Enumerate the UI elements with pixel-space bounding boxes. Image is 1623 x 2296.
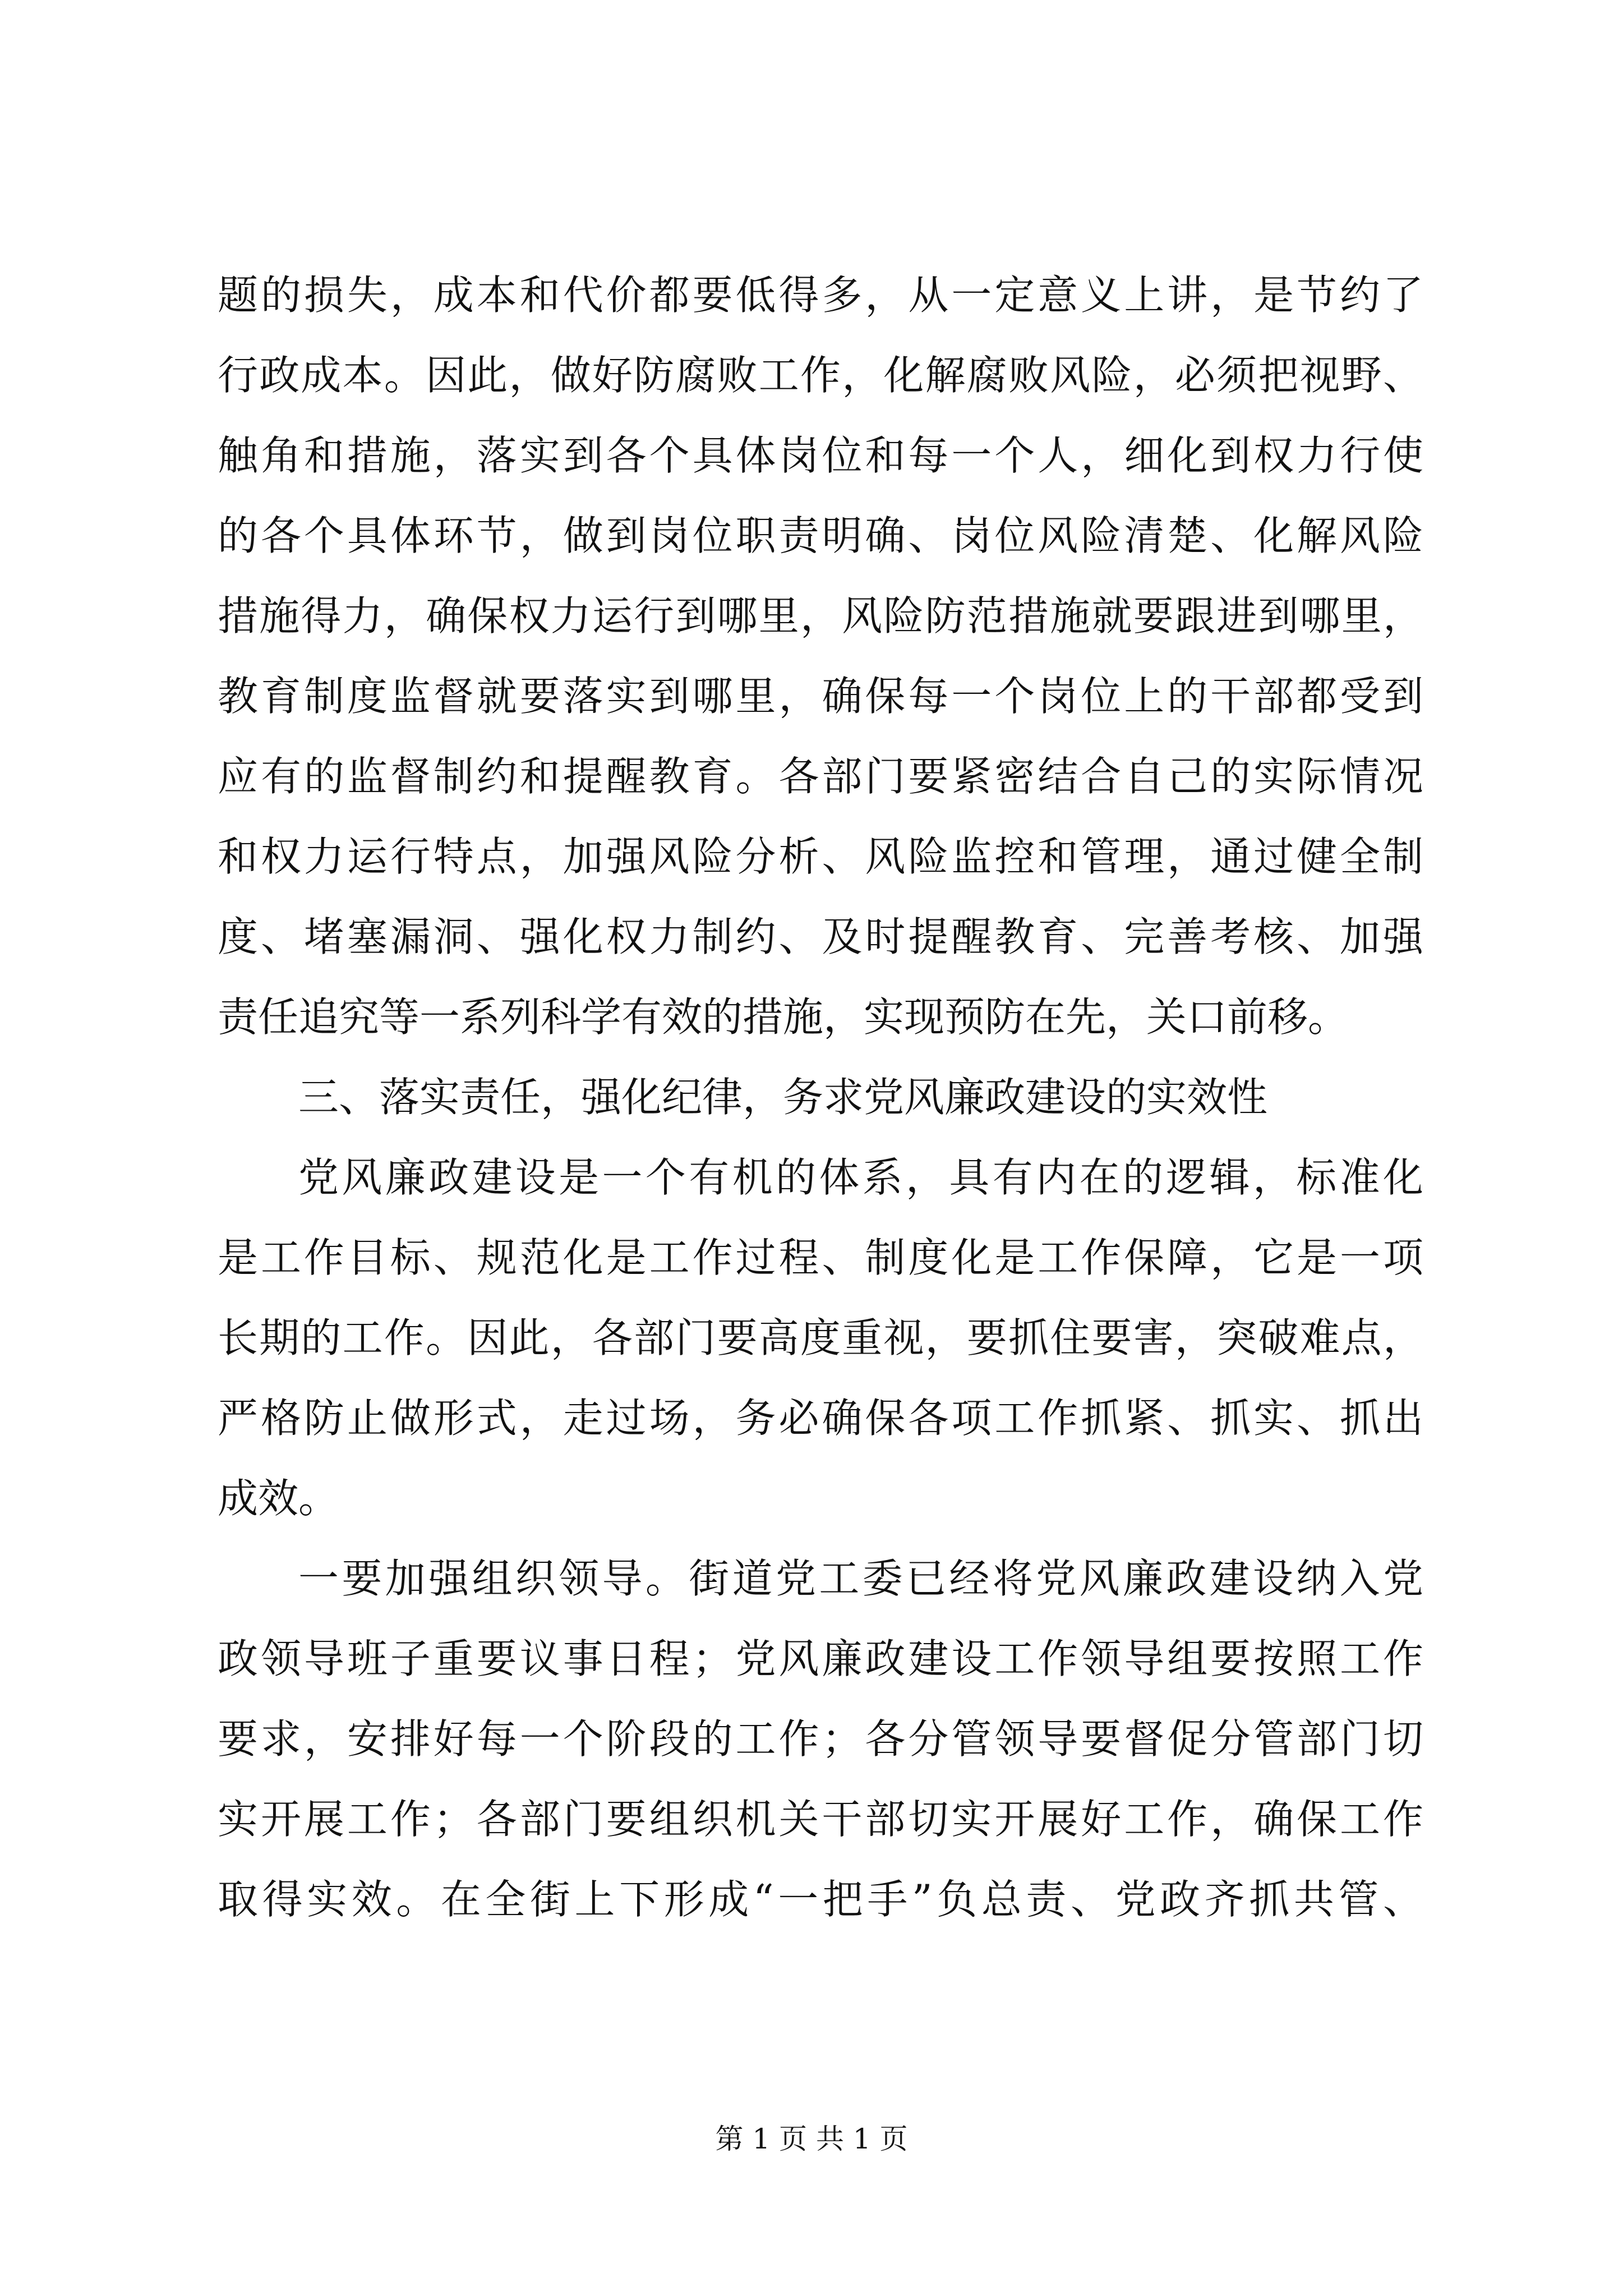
text-line: 和权力运行特点，加强风险分析、风险监控和管理，通过健全制 xyxy=(218,833,1423,880)
text-line: 长期的工作。因此，各部门要高度重视，要抓住要害，突破难点， xyxy=(218,1314,1423,1361)
text-line: 触角和措施，落实到各个具体岗位和每一个人，细化到权力行使 xyxy=(218,432,1423,479)
text-line: 是工作目标、规范化是工作过程、制度化是工作保障，它是一项 xyxy=(218,1234,1423,1281)
text-line: 教育制度监督就要落实到哪里，确保每一个岗位上的干部都受到 xyxy=(218,673,1423,720)
text-line: 政领导班子重要议事日程；党风廉政建设工作领导组要按照工作 xyxy=(218,1635,1423,1682)
document-body xyxy=(218,255,1423,1940)
text-line: 要求，安排好每一个阶段的工作；各分管领导要督促分管部门切 xyxy=(218,1715,1423,1763)
text-line: 成效。 xyxy=(218,1475,339,1522)
text-line: 一要加强组织领导。街道党工委已经将党风廉政建设纳入党 xyxy=(298,1555,1423,1602)
text-line: 措施得力，确保权力运行到哪里，风险防范措施就要跟进到哪里， xyxy=(218,592,1423,639)
page-footer xyxy=(0,2119,1623,2159)
text-line: 党风廉政建设是一个有机的体系，具有内在的逻辑，标准化 xyxy=(298,1154,1423,1201)
text-line: 应有的监督制约和提醒教育。各部门要紧密结合自己的实际情况 xyxy=(218,753,1423,800)
section-heading: 三、落实责任，强化纪律，务求党风廉政建设的实效性 xyxy=(298,1074,1268,1121)
text-line: 度、堵塞漏洞、强化权力制约、及时提醒教育、完善考核、加强 xyxy=(218,913,1423,960)
text-line: 行政成本。因此，做好防腐败工作，化解腐败风险，必须把视野、 xyxy=(218,352,1423,399)
text-line: 取得实效。在全街上下形成“一把手”负总责、党政齐抓共管、 xyxy=(218,1876,1423,1923)
text-line: 责任追究等一系列科学有效的措施，实现预防在先，关口前移。 xyxy=(218,993,1349,1041)
text-line: 题的损失，成本和代价都要低得多，从一定意义上讲，是节约了 xyxy=(218,272,1423,319)
page-number-text: 第 1 页 共 1 页 xyxy=(715,2123,908,2155)
text-line: 的各个具体环节，做到岗位职责明确、岗位风险清楚、化解风险 xyxy=(218,512,1423,559)
text-line: 严格防止做形式，走过场，务必确保各项工作抓紧、抓实、抓出 xyxy=(218,1395,1423,1442)
text-line: 实开展工作；各部门要组织机关干部切实开展好工作，确保工作 xyxy=(218,1796,1423,1843)
